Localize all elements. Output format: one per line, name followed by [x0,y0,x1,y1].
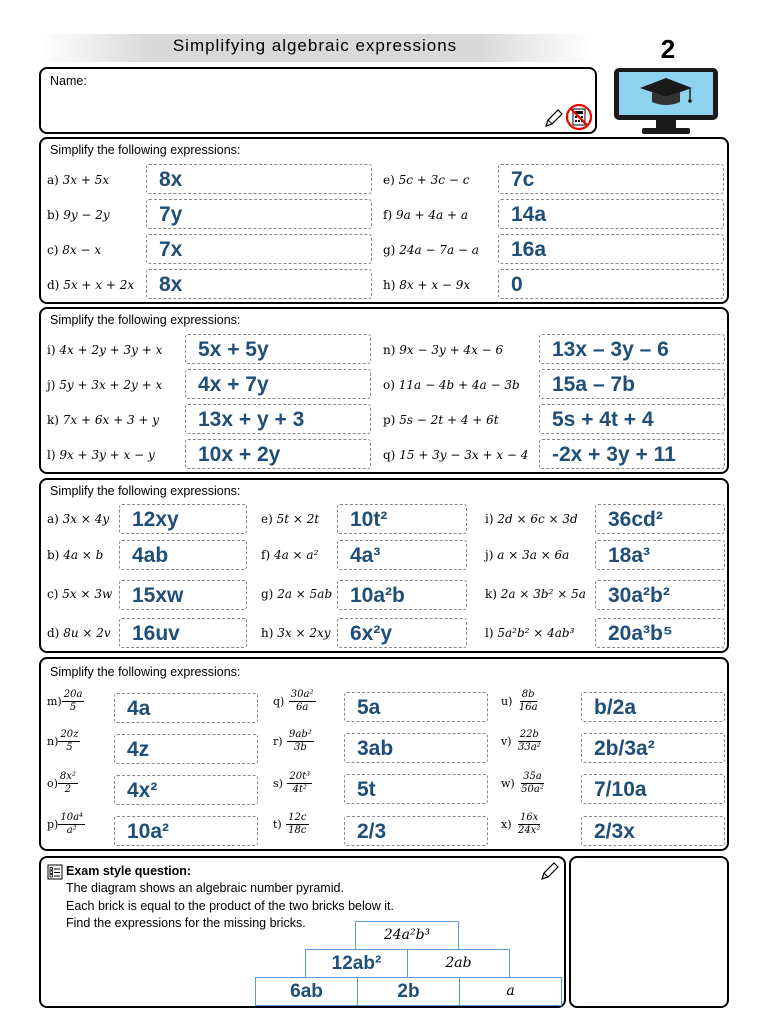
section-2-title: Simplify the following expressions: [50,313,241,327]
answer-box-3k[interactable]: 30a²b² [595,580,725,610]
question-3d: d) 8u × 2v [47,626,111,640]
answer-box-c[interactable]: 7x [146,234,372,264]
page-number: 2 [660,34,676,64]
question-q: q) 15 + 3y − 3x + x − 4 [383,448,529,462]
question-3h: h) 3x × 2xy [261,626,331,640]
question-p-frac: p) $\frac{\text{10a⁴}}{\text{a²}}$ [47,812,84,836]
pyramid-bottom-left-brick[interactable]: 6ab [255,977,358,1006]
working-box[interactable] [569,856,729,1008]
pyramid-bottom-middle-brick[interactable]: 2b [357,977,460,1006]
question-q-frac: q) $\frac{\text{30a²}}{6a}$ [273,689,314,713]
answer-box-3d[interactable]: 16uv [119,618,247,648]
name-box [39,67,597,134]
answer-box-3g[interactable]: 10a²b [337,580,467,610]
question-3c: c) 5x × 3w [47,587,113,601]
page-title: Simplifying algebraic expressions [172,36,458,55]
checklist-icon [47,864,63,885]
answer-box-q[interactable]: -2x + 3y + 11 [539,439,725,469]
answer-box-o-frac[interactable]: 4x² [114,775,258,805]
question-n: n) 9x − 3y + 4x − 6 [383,343,504,357]
question-o-frac: o) $\frac{\text{8x²}}{2}$ [47,771,76,795]
section-1-title: Simplify the following expressions: [50,143,241,157]
section-4 [39,657,729,851]
answer-box-u[interactable]: b/2a [581,692,725,722]
question-w: w) $\frac{35a}{\text{50a²}}$ [501,771,544,795]
answer-box-m[interactable]: 4a [114,693,258,723]
no-calculator-icon [565,103,593,136]
question-m: m) $\frac{20a}{5}$ [47,689,83,713]
question-n-frac: n) $\frac{20z}{5}$ [47,729,79,753]
question-u: u) $\frac{8b}{16a}$ [501,689,538,713]
question-i: i) 4x + 2y + 3y + x [47,343,163,357]
answer-box-p-frac[interactable]: 10a² [114,816,258,846]
question-v: v) $\frac{22b}{\text{33a²}}$ [501,729,541,753]
pencil-icon [539,860,561,887]
question-k: k) 7x + 6x + 3 + y [47,413,160,427]
answer-box-3b[interactable]: 4ab [119,540,247,570]
answer-box-n-frac[interactable]: 4z [114,734,258,764]
answer-box-k[interactable]: 13x + y + 3 [185,404,371,434]
answer-box-3e[interactable]: 10t² [337,504,467,534]
answer-box-3l[interactable]: 20a³b⁵ [595,618,725,648]
question-o: o) 11a − 4b + 4a − 3b [383,378,520,392]
pyramid-top-brick: 24a²b³ [355,921,459,950]
answer-box-n[interactable]: 13x – 3y – 6 [539,334,725,364]
question-3b: b) 4a × b [47,548,104,562]
answer-box-q-frac[interactable]: 5a [344,692,488,722]
answer-box-h[interactable]: 0 [498,269,724,299]
question-p: p) 5s − 2t + 4 + 6t [383,413,499,427]
pyramid-middle-left-brick[interactable]: 12ab² [305,949,408,978]
question-x: x) $\frac{16x}{\text{24x²}}$ [501,812,541,836]
answer-box-3h[interactable]: 6x²y [337,618,467,648]
pencil-icon [543,107,565,134]
graduation-cap-monitor-icon [612,66,722,143]
answer-box-3a[interactable]: 12xy [119,504,247,534]
answer-box-g[interactable]: 16a [498,234,724,264]
exam-line-1: The diagram shows an algebraic number pyramid. [66,881,344,895]
question-l: l) 9x + 3y + x − y [47,448,155,462]
exam-line-3: Find the expressions for the missing bricks. [66,916,306,930]
answer-box-b[interactable]: 7y [146,199,372,229]
question-a: a) 3x + 5x [47,173,110,187]
answer-box-d[interactable]: 8x [146,269,372,299]
answer-box-o[interactable]: 15a – 7b [539,369,725,399]
question-f: f) 9a + 4a + a [383,208,469,222]
question-r: r) $\frac{\text{9ab²}}{3b}$ [273,729,312,753]
answer-box-3c[interactable]: 15xw [119,580,247,610]
question-3j: j) a × 3a × 6a [485,548,570,562]
section-1 [39,137,729,304]
question-s: s) $\frac{\text{20t³}}{\text{4t²}}$ [273,771,311,795]
answer-box-w[interactable]: 7/10a [581,774,725,804]
answer-box-t[interactable]: 2/3 [344,816,488,846]
answer-box-r[interactable]: 3ab [344,733,488,763]
question-3i: i) 2d × 6c × 3d [485,512,578,526]
exam-line-2: Each brick is equal to the product of the two bricks below it. [66,899,394,913]
section-3-title: Simplify the following expressions: [50,484,241,498]
question-b: b) 9y − 2y [47,208,110,222]
pyramid-bottom-right-brick: a [459,977,562,1006]
answer-box-3i[interactable]: 36cd² [595,504,725,534]
answer-box-e[interactable]: 7c [498,164,724,194]
question-3f: f) 4a × a² [261,548,319,562]
section-4-title: Simplify the following expressions: [50,665,241,679]
answer-box-j[interactable]: 4x + 7y [185,369,371,399]
question-e: e) 5c + 3c − c [383,173,470,187]
question-g: g) 24a − 7a − a [383,243,479,257]
section-3 [39,478,729,653]
question-h: h) 8x + x − 9x [383,278,471,292]
answer-box-s[interactable]: 5t [344,774,488,804]
answer-box-p[interactable]: 5s + 4t + 4 [539,404,725,434]
answer-box-i[interactable]: 5x + 5y [185,334,371,364]
question-3g: g) 2a × 5ab [261,587,333,601]
answer-box-l[interactable]: 10x + 2y [185,439,371,469]
question-c: c) 8x − x [47,243,102,257]
question-t: t) $\frac{12c}{18c}$ [273,812,307,836]
section-2 [39,307,729,474]
name-label: Name: [50,74,87,88]
question-d: d) 5x + x + 2x [47,278,135,292]
answer-box-x[interactable]: 2/3x [581,816,725,846]
question-j: j) 5y + 3x + 2y + x [47,378,163,392]
exam-question-box [39,856,566,1008]
question-3a: a) 3x × 4y [47,512,110,526]
answer-box-v[interactable]: 2b/3a² [581,733,725,763]
answer-box-3f[interactable]: 4a³ [337,540,467,570]
question-3e: e) 5t × 2t [261,512,320,526]
question-3k: k) 2a × 3b² × 5a [485,587,586,601]
answer-box-a[interactable]: 8x [146,164,372,194]
answer-box-f[interactable]: 14a [498,199,724,229]
question-3l: l) 5a²b² × 4ab³ [485,626,575,640]
exam-heading: Exam style question: [66,864,192,878]
pyramid-middle-right-brick: 2ab [407,949,510,978]
answer-box-3j[interactable]: 18a³ [595,540,725,570]
